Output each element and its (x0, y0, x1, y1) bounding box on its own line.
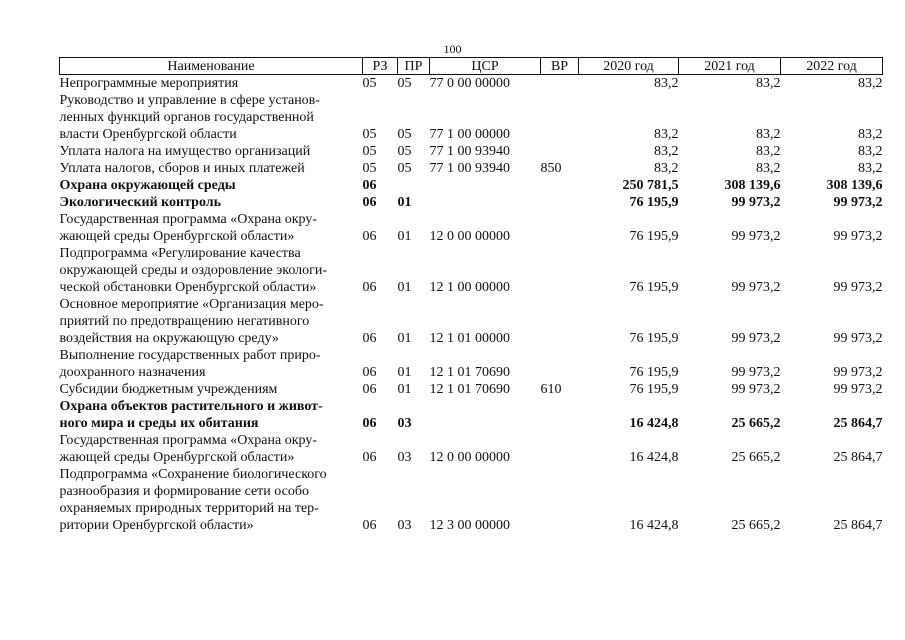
row-value-2020: 250 781,5 (622, 178, 679, 193)
row-value-2021: 99 973,2 (731, 195, 781, 210)
row-rz: 06 (362, 195, 377, 210)
row-rz: 06 (362, 280, 377, 295)
row-csr: 12 1 00 00000 (429, 280, 510, 295)
row-value-2020: 76 195,9 (629, 229, 679, 244)
row-name-line: разнообразия и формирование сети особо (59, 484, 309, 499)
row-vr (541, 75, 579, 93)
row-value-2020: 16 424,8 (629, 450, 679, 465)
row-rz: 05 (362, 161, 377, 176)
row-name-line: Экологический контроль (59, 195, 222, 210)
row-name-line: жающей среды Оренбургской области» (59, 450, 295, 465)
header-pr: ПР (398, 58, 430, 75)
row-rz: 06 (362, 450, 377, 465)
header-rz: РЗ (363, 58, 398, 75)
row-vr (541, 177, 579, 194)
row-value-2022: 99 973,2 (833, 331, 883, 346)
row-vr (541, 466, 579, 534)
row-vr: 850 (540, 161, 562, 176)
row-value-2021: 83,2 (756, 144, 781, 159)
row-csr: 77 1 00 93940 (429, 161, 510, 176)
row-name-line: Подпрограмма «Регулирование качества (59, 246, 301, 261)
row-pr: 05 (397, 127, 412, 142)
row-name-line: Основное мероприятие «Организация меро- (59, 297, 324, 312)
row-name-line: окружающей среды и оздоровление экологи- (59, 263, 328, 278)
row-rz: 06 (362, 178, 377, 193)
row-value-2021: 99 973,2 (731, 229, 781, 244)
row-vr (541, 143, 579, 160)
table-row (60, 75, 883, 93)
row-vr (541, 296, 579, 347)
row-name (60, 466, 363, 534)
row-pr: 01 (397, 195, 412, 210)
table-row (60, 296, 883, 347)
row-value-2020: 16 424,8 (629, 518, 679, 533)
row-name-line: Субсидии бюджетным учреждениям (59, 382, 278, 397)
row-csr: 12 1 01 70690 (429, 382, 510, 397)
row-name-line: Уплата налогов, сборов и иных платежей (59, 161, 305, 176)
row-vr (541, 432, 579, 466)
table-row (60, 398, 883, 432)
row-name-line: ческой обстановки Оренбургской области» (59, 280, 317, 295)
row-csr: 12 0 00 00000 (429, 450, 510, 465)
row-pr: 03 (397, 518, 412, 533)
header-name: Наименование (60, 58, 363, 75)
row-value-2021: 99 973,2 (731, 382, 781, 397)
row-value-2020: 83,2 (654, 127, 679, 142)
row-value-2020: 83,2 (654, 161, 679, 176)
row-csr: 77 0 00 00000 (429, 76, 510, 91)
row-name-line: Государственная программа «Охрана окру- (59, 433, 318, 448)
row-csr (430, 177, 541, 194)
row-name-line: власти Оренбургской области (59, 127, 237, 142)
row-csr: 12 0 00 00000 (429, 229, 510, 244)
row-value-2021: 308 139,6 (724, 178, 781, 193)
row-rz: 05 (362, 76, 377, 91)
row-rz: 05 (362, 144, 377, 159)
row-pr: 01 (397, 280, 412, 295)
row-name-line: воздействия на окружающую среду» (59, 331, 279, 346)
row-vr (541, 245, 579, 296)
row-pr: 05 (397, 76, 412, 91)
row-value-2021: 25 665,2 (731, 416, 781, 431)
row-name (60, 347, 363, 381)
row-csr: 12 1 01 70690 (429, 365, 510, 380)
header-csr: ЦСР (430, 58, 541, 75)
table-body (60, 75, 883, 535)
header-row (60, 58, 883, 75)
row-value-2020: 76 195,9 (629, 382, 679, 397)
row-name-line: доохранного назначения (59, 365, 206, 380)
table-row (60, 432, 883, 466)
table-row (60, 160, 883, 177)
row-value-2021: 25 665,2 (731, 450, 781, 465)
row-rz: 05 (362, 127, 377, 142)
row-name-line: охраняемых природных территорий на тер- (59, 501, 319, 516)
row-name-line: Охрана окружающей среды (59, 178, 236, 193)
row-pr: 03 (397, 450, 412, 465)
row-name-line: Охрана объектов растительного и живот- (59, 399, 323, 414)
table-row (60, 381, 883, 398)
row-vr (541, 92, 579, 143)
row-name (60, 143, 363, 160)
row-pr: 05 (397, 144, 412, 159)
table-row (60, 177, 883, 194)
row-value-2021: 99 973,2 (731, 331, 781, 346)
row-value-2021: 99 973,2 (731, 280, 781, 295)
row-value-2022: 99 973,2 (833, 382, 883, 397)
row-name-line: Подпрограмма «Сохранение биологического (59, 467, 327, 482)
row-pr: 01 (397, 229, 412, 244)
row-rz: 06 (362, 229, 377, 244)
row-csr: 12 3 00 00000 (429, 518, 510, 533)
header-2022: 2022 год (781, 58, 883, 75)
row-name-line: Уплата налога на имущество организаций (59, 144, 311, 159)
row-name-line: Руководство и управление в сфере установ- (59, 93, 320, 108)
row-rz: 06 (362, 331, 377, 346)
row-rz: 06 (362, 518, 377, 533)
row-value-2022: 83,2 (858, 127, 883, 142)
row-value-2020: 16 424,8 (629, 416, 679, 431)
row-value-2022: 25 864,7 (833, 450, 883, 465)
row-value-2020: 76 195,9 (629, 331, 679, 346)
row-name-line: Непрограммные мероприятия (59, 76, 239, 91)
row-name (60, 398, 363, 432)
row-vr (541, 347, 579, 381)
row-value-2022: 99 973,2 (833, 365, 883, 380)
row-value-2022: 83,2 (858, 161, 883, 176)
row-name (60, 92, 363, 143)
row-value-2022: 99 973,2 (833, 195, 883, 210)
row-vr (541, 398, 579, 432)
row-name (60, 177, 363, 194)
row-name (60, 160, 363, 177)
row-value-2021: 83,2 (756, 127, 781, 142)
row-value-2020: 76 195,9 (629, 280, 679, 295)
row-value-2021: 83,2 (756, 161, 781, 176)
row-value-2022: 25 864,7 (833, 518, 883, 533)
row-name-line: ного мира и среды их обитания (59, 416, 259, 431)
row-name (60, 194, 363, 211)
row-csr (430, 194, 541, 211)
row-value-2022: 99 973,2 (833, 229, 883, 244)
row-value-2022: 83,2 (858, 76, 883, 91)
table-header (60, 58, 883, 75)
row-name-line: жающей среды Оренбургской области» (59, 229, 295, 244)
row-value-2022: 308 139,6 (826, 178, 883, 193)
header-2021: 2021 год (679, 58, 781, 75)
row-name (60, 432, 363, 466)
row-name-line: ленных функций органов государственной (59, 110, 314, 125)
table-row (60, 211, 883, 245)
row-name (60, 245, 363, 296)
row-value-2022: 25 864,7 (833, 416, 883, 431)
header-vr: ВР (541, 58, 579, 75)
row-value-2020: 83,2 (654, 76, 679, 91)
row-csr: 77 1 00 93940 (429, 144, 510, 159)
row-value-2021: 99 973,2 (731, 365, 781, 380)
row-pr: 03 (397, 416, 412, 431)
budget-table (59, 57, 883, 534)
row-value-2021: 83,2 (756, 76, 781, 91)
row-csr: 77 1 00 00000 (429, 127, 510, 142)
row-value-2020: 83,2 (654, 144, 679, 159)
row-csr (430, 398, 541, 432)
row-name-line: Государственная программа «Охрана окру- (59, 212, 318, 227)
row-pr: 01 (397, 331, 412, 346)
row-rz: 06 (362, 382, 377, 397)
page-number: 100 (443, 42, 462, 56)
table-row (60, 245, 883, 296)
table-row (60, 143, 883, 160)
row-csr: 12 1 01 00000 (429, 331, 510, 346)
header-2020: 2020 год (579, 58, 679, 75)
row-pr: 01 (397, 365, 412, 380)
table-row (60, 466, 883, 534)
row-value-2021: 25 665,2 (731, 518, 781, 533)
row-value-2020: 76 195,9 (629, 195, 679, 210)
row-value-2020: 76 195,9 (629, 365, 679, 380)
row-name-line: Выполнение государственных работ приро- (59, 348, 321, 363)
row-name (60, 296, 363, 347)
table-row (60, 92, 883, 143)
row-name (60, 75, 363, 93)
table-row (60, 194, 883, 211)
row-name (60, 381, 363, 398)
row-name-line: ритории Оренбургской области» (59, 518, 254, 533)
row-vr (541, 211, 579, 245)
row-vr (541, 194, 579, 211)
row-vr: 610 (540, 382, 562, 397)
row-value-2022: 83,2 (858, 144, 883, 159)
table-row (60, 347, 883, 381)
row-name (60, 211, 363, 245)
row-rz: 06 (362, 416, 377, 431)
row-pr: 01 (397, 382, 412, 397)
row-name-line: приятий по предотвращению негативного (59, 314, 310, 329)
row-pr (398, 177, 430, 194)
row-pr: 05 (397, 161, 412, 176)
row-value-2022: 99 973,2 (833, 280, 883, 295)
row-rz: 06 (362, 365, 377, 380)
